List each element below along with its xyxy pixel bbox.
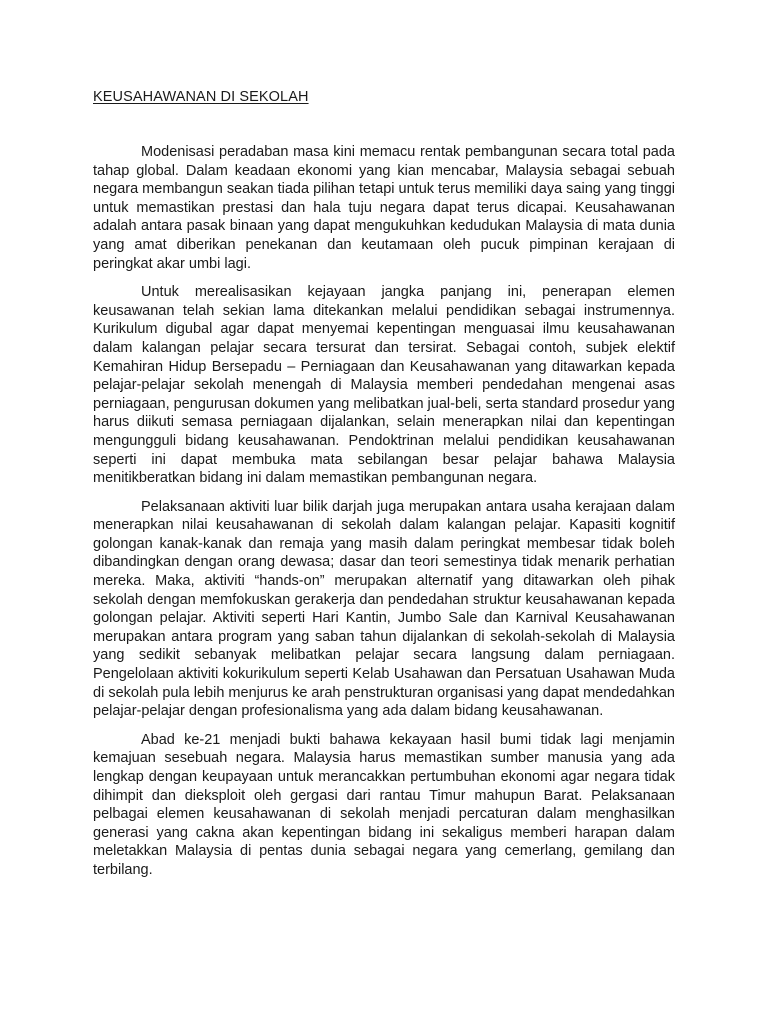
paragraph-4: Abad ke-21 menjadi bukti bahawa kekayaan hasil bumi tidak lagi menjamin kemajuan sesebuah negara. Malaysia harus memastikan sumber manusia yang ada lengkap dengan keupayaan untuk merancakkan pertumbuhan ekonomi agar negara tidak dihimpit dan dieksploit oleh gergasi dari rantau Timur mahupun Barat. Pelaksanaan pelbagai elemen keusahawanan di sekolah menjadi percaturan dalam menghasilkan generasi yang cakna akan kepentingan bidang ini sekaligus memberi harapan dalam meletakkan Malaysia di pentas dunia sebagai negara yang cemerlang, gemilang dan terbilang. [93,731,675,878]
paragraph-3: Pelaksanaan aktiviti luar bilik darjah juga merupakan antara usaha kerajaan dalam menerapkan nilai keusahawanan di sekolah dalam kalangan pelajar. Kapasiti kognitif golongan kanak-kanak dan remaja yang masih dalam peringkat membesar tidak boleh dibandingkan dengan orang dewasa; dasar dan teori semestinya tidak menarik perhatian mereka. Maka, aktiviti “hands-on” merupakan alternatif yang ditawarkan oleh pihak sekolah dengan memfokuskan gerakerja dan pendedahan struktur keusahawanan kepada golongan pelajar. Aktiviti seperti Hari Kantin, Jumbo Sale dan Karnival Keusahawanan merupakan antara program yang saban tahun dijalankan di sekolah-sekolah di Malaysia yang sedikit sebanyak melibatkan pelajar secara langsung dalam perniagaan. Pengelolaan aktiviti kokurikulum seperti Kelab Usahawan dan Persatuan Usahawan Muda di sekolah pula lebih menjurus ke arah penstrukturan organisasi yang dapat mendedahkan pelajar-pelajar dengan profesionalisma yang ada dalam bidang keusahawanan. [93,498,675,720]
paragraph-1: Modenisasi peradaban masa kini memacu rentak pembangunan secara total pada tahap global. Dalam keadaan ekonomi yang kian mencabar, Malaysia sebagai sebuah negara membangun seakan tiada pilihan tetapi untuk terus memiliki daya saing yang tinggi untuk memastikan prestasi dan hala tuju negara dapat terus dicapai. Keusahawanan adalah antara pasak binaan yang dapat mengukuhkan kedudukan Malaysia di mata dunia yang amat diberikan penekanan dan keutamaan oleh pucuk pimpinan kerajaan di peringkat akar umbi lagi. [93,144,675,272]
document-title: KEUSAHAWANAN DI SEKOLAH [93,89,309,105]
paragraph-2: Untuk merealisasikan kejayaan jangka panjang ini, penerapan elemen keusawanan telah sekian lama ditekankan melalui pendidikan sebagai instrumennya. Kurikulum digubal agar dapat menyemai kepentingan menguasai ilmu keusahawanan dalam kalangan pelajar secara tersurat dan tersirat. Sebagai contoh, subjek elektif Kemahiran Hidup Bersepadu – Perniagaan dan Keusahawanan yang ditawarkan kepada pelajar-pelajar sekolah menengah di Malaysia memberi pendedahan mengenai asas perniagaan, pengurusan dokumen yang melibatkan jual-beli, serta standard prosedur yang harus diikuti semasa perniagaan dijalankan, selain menerapkan nilai dan kepentingan mengungguli bidang keusahawanan. Pendoktrinan melalui pendidikan keusahawanan seperti ini dapat membuka mata sebilangan besar pelajar bahawa Malaysia menitikberatkan bidang ini dalam memastikan pembangunan negara. [93,284,675,487]
document-body [93,143,675,890]
